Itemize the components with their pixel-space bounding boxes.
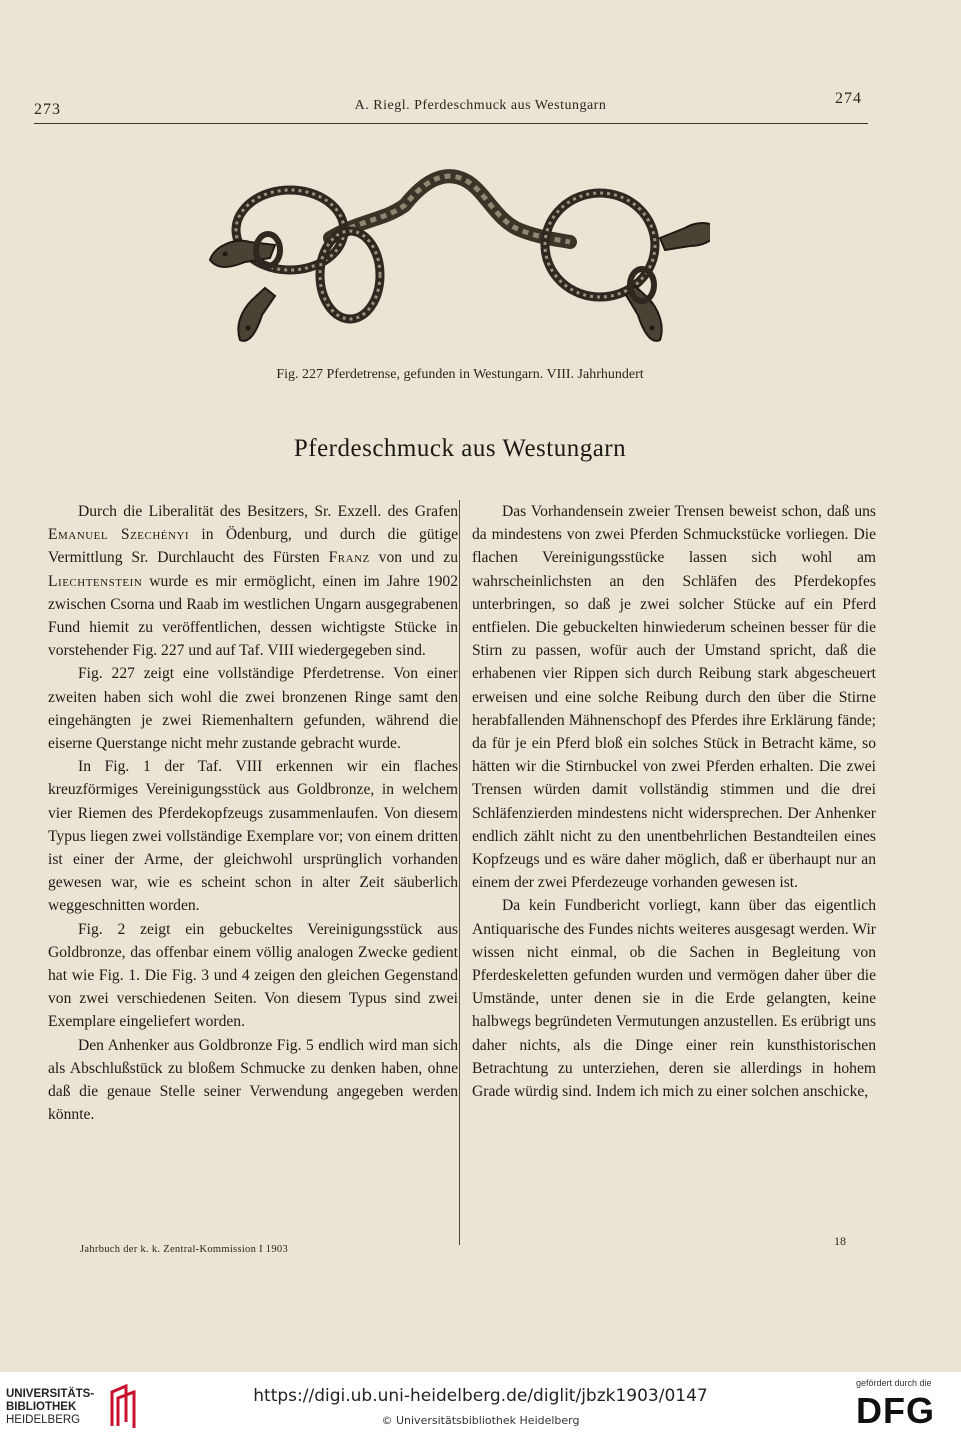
copyright-notice: © Universitätsbibliothek Heidelberg [381,1414,580,1427]
person-name: Emanuel Szechényi [48,526,190,544]
dfg-logo[interactable]: DFG [856,1390,935,1431]
library-name-line: UNIVERSITÄTS- [6,1388,95,1400]
text-run: in Ödenburg, und durch die gütige Vermittlung Sr. Durchlaucht des Fürsten [48,526,458,567]
paragraph: Das Vorhandensein zweier Trensen beweist schon, daß uns da mindestens von zwei Pferden Schmuckstücke vorliegen. Die flachen Vereinigungsstücke lassen sich wohl am wahrscheinlichsten an den Schläfen des Pferdekopfes unterbringen, so daß je zwei solcher Stücke auf ein Pferd entfielen. Die gebuckelten hinwiederum scheinen besser für die Stirn zu passen, wofür auch der Umstand spricht, daß die erhabenen vier Rippen sich durch Reibung stark abgescheuert erweisen und eine solche Reibung durch den über die Stirne herabfallenden Mähnenschopf des Pferdes ihre Erklärung fände; da für je ein Pferd bloß ein solches Stück in Betracht käme, so hätten wir die Stirnbuckel von zwei Pferden erhalten. Die zwei Trensen würden damit vollständig stimmen und die drei Schläfenzierden mindestens nicht widersprechen. Der Anhenker endlich zählt nicht zu den unentbehrlichen Bestandteilen eines Kopfzeugs und es wäre daher möglich, daß er überhaupt nur an einem der zwei Pferdezeuge vorhanden gewesen ist. [472,503,876,892]
text-column-left [48,500,458,1126]
text-run: von und zu [369,549,458,567]
funding-note: gefördert durch die [856,1378,932,1388]
text-column-right [472,500,876,1103]
library-name-line: BIBLIOTHEK [6,1401,77,1413]
person-name: Franz [328,549,370,567]
permalink-url[interactable]: https://digi.ub.uni-heidelberg.de/diglit/jbzk1903/0147 [253,1386,708,1406]
column-divider [459,500,460,1245]
signature-number: 18 [834,1234,846,1248]
article-title: Pferdeschmuck aus Westungarn [293,435,627,462]
viewer-bottom-bar [0,1372,961,1440]
journal-footnote: Jahrbuch der k. k. Zentral-Kommission I 1903 [80,1244,288,1255]
paragraph: Da kein Fundbericht vorliegt, kann über das eigentlich Antiquarische des Fundes nichts weiteres ausgesagt werden. Wir wissen nicht einmal, ob die Sachen in Begleitung von Pferdeskeletten gefunden wurden und vermögen daher über die Umstände, unter denen sie in die Erde gelangten, keine halbwegs begründeten Vermutungen anzustellen. Es erübrigt uns daher nichts, als die Dinge einer rein kunsthistorischen Betrachtung zu unterziehen, deren sie allerdings in hohem Grade würdig sind. Indem ich mich zu einer solchen anschicke, [472,897,876,1101]
paragraph [48,500,458,662]
page-header [0,88,961,118]
paragraph: Den Anhenker aus Goldbronze Fig. 5 endlich wird man sich als Abschlußstück zu bloßem Schmucke zu denken haben, ohne daß die genaue Stelle seiner Verwendung angegeben werden könnte. [48,1036,458,1124]
paragraph: Fig. 227 zeigt eine vollständige Pferdetrense. Von einer zweiten haben sich wohl die zwei bronzenen Ringe samt den eingehängten je zwei Riemenhaltern gefunden, während die eiserne Querstange nicht mehr zustande gebracht wurde. [48,665,458,753]
horse-bit-illustration [190,150,710,360]
person-name: Liechtenstein [48,572,143,590]
figure-caption: Fig. 227 Pferdetrense, gefunden in Westungarn. VIII. Jahrhundert [276,367,644,382]
text-run: Durch die Liberalität des Besitzers, Sr. Exzell. des Grafen [78,503,458,520]
page-number-left: 273 [34,101,61,118]
page-number-right: 274 [835,90,862,107]
running-title: A. Riegl. Pferdeschmuck aus Westungarn [354,98,607,113]
text-run: wurde es mir ermöglicht, einen im Jahre 1902 zwischen Csorna und Raab im westlichen Ungarn ausgegrabenen Fund hiemit zu veröffentlichen, dessen wichtigste Stücke in vorstehender Fig. 227 und auf Taf. VIII wiedergegeben sind. [48,572,458,660]
header-rule [34,123,868,124]
paragraph: In Fig. 1 der Taf. VIII erkennen wir ein flaches kreuzförmiges Vereinigungsstück aus Goldbronze, in welchem vier Riemen des Pferdekopfzeugs zusammenlaufen. Von diesem Typus liegen zwei vollständige Exemplare vor; von einem dritten ist einer der Arme, der gleichwohl ursprünglich vorhanden gewesen war, wie es scheint schon in alter Zeit säuberlich weggeschnitten worden. [48,758,458,915]
library-name-line: HEIDELBERG [6,1414,81,1426]
paragraph: Fig. 2 zeigt ein gebuckeltes Vereinigungsstück aus Goldbronze, das offenbar einem völlig analogen Zwecke gedient hat wie Fig. 1. Die Fig. 3 und 4 zeigen den gleichen Gegenstand von zwei verschiedenen Seiten. Von diesem Typus sind zwei Exemplare eingeliefert worden. [48,920,458,1031]
